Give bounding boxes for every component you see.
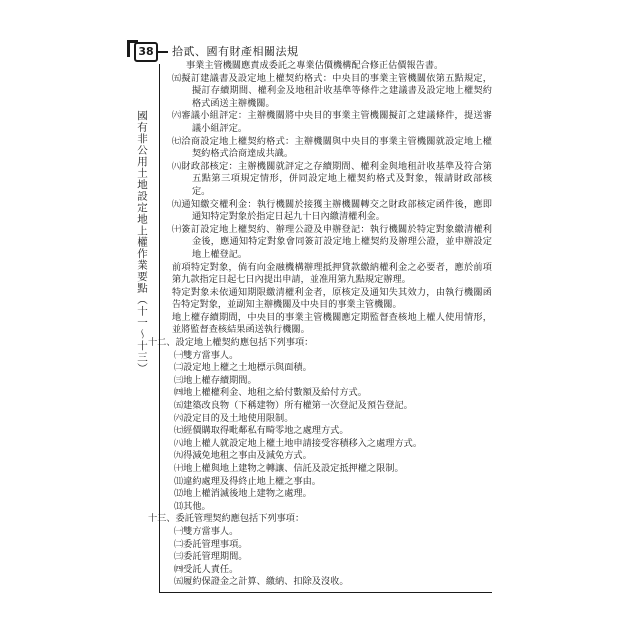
section-13-item: ㈤履約保證金之計算、繳納、扣除及沒收。: [174, 576, 349, 588]
section-12-item: ㈩地上權與地上建物之轉讓、信託及設定抵押權之限制。: [174, 463, 404, 474]
section-12-item: ㈧地上權人就設定地上權土地申請接受容積移入之處理方式。: [174, 437, 423, 449]
header-dash: [158, 51, 168, 53]
running-title: 拾貳、國有財產相關法規: [172, 45, 299, 58]
bottom-rule: [159, 592, 492, 593]
paragraph-item-5: ㈤擬訂建議書及設定地上權契約格式：中央目的事業主管機關依第五點規定，擬訂存續期間、權利金及地租計收基準等條件之建議書及設定地上權契約格式函送主辦機關。: [172, 72, 492, 109]
paragraph-item-8: ㈧財政部核定：主辦機關就評定之存續期間、權利金與地租計收基準及符合第五點第三項規定情形，併同設定地上權契約格式及對象，報請財政部核定。: [172, 160, 492, 197]
paragraph-note-1: 前項特定對象，倘有向金融機構辦理抵押貸款繳納權利金之必要者，應於前項第九款指定日起七日內提出申請，並准用第九點規定辦理。: [172, 261, 492, 286]
section-12-item: ㈥設定目的及土地使用限制。: [174, 412, 294, 424]
section-12-item: ㈤建築改良物（下稱建物）所有權第一次登記及預告登記。: [174, 400, 413, 412]
section-12-heading: 十二、設定地上權契約應包括下列事項：: [148, 337, 314, 349]
section-12-item: ㈡設定地上權之土地標示與面積。: [174, 362, 312, 374]
section-12-item: ⑾違約處理及得終止地上權之事由。: [174, 475, 321, 487]
paragraph-item-10: ㈩簽訂設定地上權契約、辦理公證及申辦登記：執行機關於特定對象繳清權利金後，應通知特定對象會同簽訂設定地上權契約及辦理公證，並申辦設定地上權登記。: [172, 223, 492, 260]
paragraph-item-7: ㈦洽商設定地上權契約格式：主辦機關與中央目的事業主管機關就設定地上權契約格式洽商達成共識。: [172, 135, 492, 160]
section-13-item: ㈢委託管理期間。: [174, 551, 248, 563]
section-12-item: ㈠雙方當事人。: [174, 349, 239, 361]
side-title: 國有非公用土地設定地上權作業要點（十一～十三）: [136, 110, 148, 375]
page-header: [0, 0, 640, 60]
paragraph-continuation: 事業主管機關應責成委託之專業估價機構配合修正估價報告書。: [186, 60, 444, 71]
paragraph-note-2: 特定對象未依通知期限繳清權利金者，原核定及通知失其效力，由執行機關函告特定對象，並副知主辦機關及中央目的事業主管機關。: [172, 286, 492, 311]
section-12-item: ㈨得減免地租之事由及減免方式。: [174, 450, 312, 462]
section-12-item: ㈢地上權存續期間。: [174, 374, 257, 386]
document-body: [148, 60, 492, 589]
section-13-item: ㈡委託管理事項。: [174, 538, 248, 550]
section-12-item: ⒀其他。: [174, 500, 211, 512]
section-13-heading: 十三、委託管理契約應包括下列事項：: [148, 513, 305, 525]
section-12-item: ㈣地上權權利金、地租之給付數額及給付方式。: [174, 387, 367, 399]
paragraph-item-9: ㈨通知繳交權利金：執行機關於接獲主辦機關轉交之財政部核定函件後，應即通知特定對象於指定日起九十日內繳清權利金。: [172, 198, 492, 223]
section-13-item: ㈣受託人責任。: [174, 563, 239, 575]
page-number: 38: [134, 42, 158, 62]
section-13-item: ㈠雙方當事人。: [174, 525, 239, 537]
paragraph-item-6: ㈥審議小組評定：主辦機關將中央目的事業主管機關擬訂之建議條件，提送審議小組評定。: [172, 110, 492, 134]
paragraph-note-3: 地上權存續期間，中央目的事業主管機關應定期監督查核地上權人使用情形，並將監督查核結果函送執行機關。: [172, 311, 492, 336]
section-12-item: ㈦經價購取得毗鄰私有畸零地之處理方式。: [174, 425, 349, 437]
section-12-item: ⑿地上權消滅後地上建物之處理。: [174, 488, 312, 500]
